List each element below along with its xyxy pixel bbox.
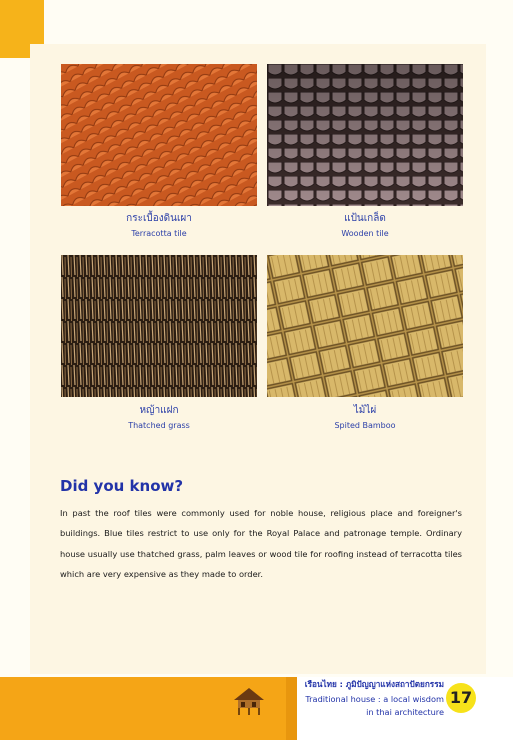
page-number-badge: 17 <box>446 683 476 713</box>
terracotta-caption-english: Terracotta tile <box>131 229 187 238</box>
bamboo-image <box>267 255 463 397</box>
thai-house-icon <box>232 686 266 720</box>
thatched-grass-image <box>61 255 257 397</box>
thatched-grass-photo <box>61 255 257 397</box>
wooden-caption-english: Wooden tile <box>341 229 389 238</box>
wooden-tile-image <box>267 64 463 206</box>
footer-title-thai: เรือนไทย : ภูมิปัญญาแห่งสถาปัตยกรรม <box>304 679 444 689</box>
wooden-caption-thai: แป้นเกล็ด <box>344 213 386 224</box>
wooden-tile-photo <box>267 64 463 206</box>
terracotta-tile-photo <box>61 64 257 206</box>
footer-title-english-line1: Traditional house : a local wisdom <box>305 694 444 704</box>
footer-title-english-line2: in thai architecture <box>366 707 444 717</box>
bamboo-caption-english: Spited Bamboo <box>334 421 396 430</box>
terracotta-tile-image <box>61 64 257 206</box>
thatched-caption-english: Thatched grass <box>128 421 190 430</box>
bamboo-caption-thai: ไม้ไผ่ <box>353 405 377 416</box>
terracotta-caption-thai: กระเบื้องดินเผา <box>126 213 192 224</box>
bamboo-photo <box>267 255 463 397</box>
thatched-caption-thai: หญ้าแฝก <box>139 405 179 416</box>
section-body-text: In past the roof tiles were commonly used for noble house, religious place and foreigner's buildings. Blue tiles restrict to use only for the Royal Palace and patronage temple. Ordinary house usually use thatched grass, palm leaves or wood tile for roofing instead of terracotta tiles which are very expensive as they made to order. <box>60 508 462 579</box>
section-heading: Did you know? <box>60 477 184 495</box>
